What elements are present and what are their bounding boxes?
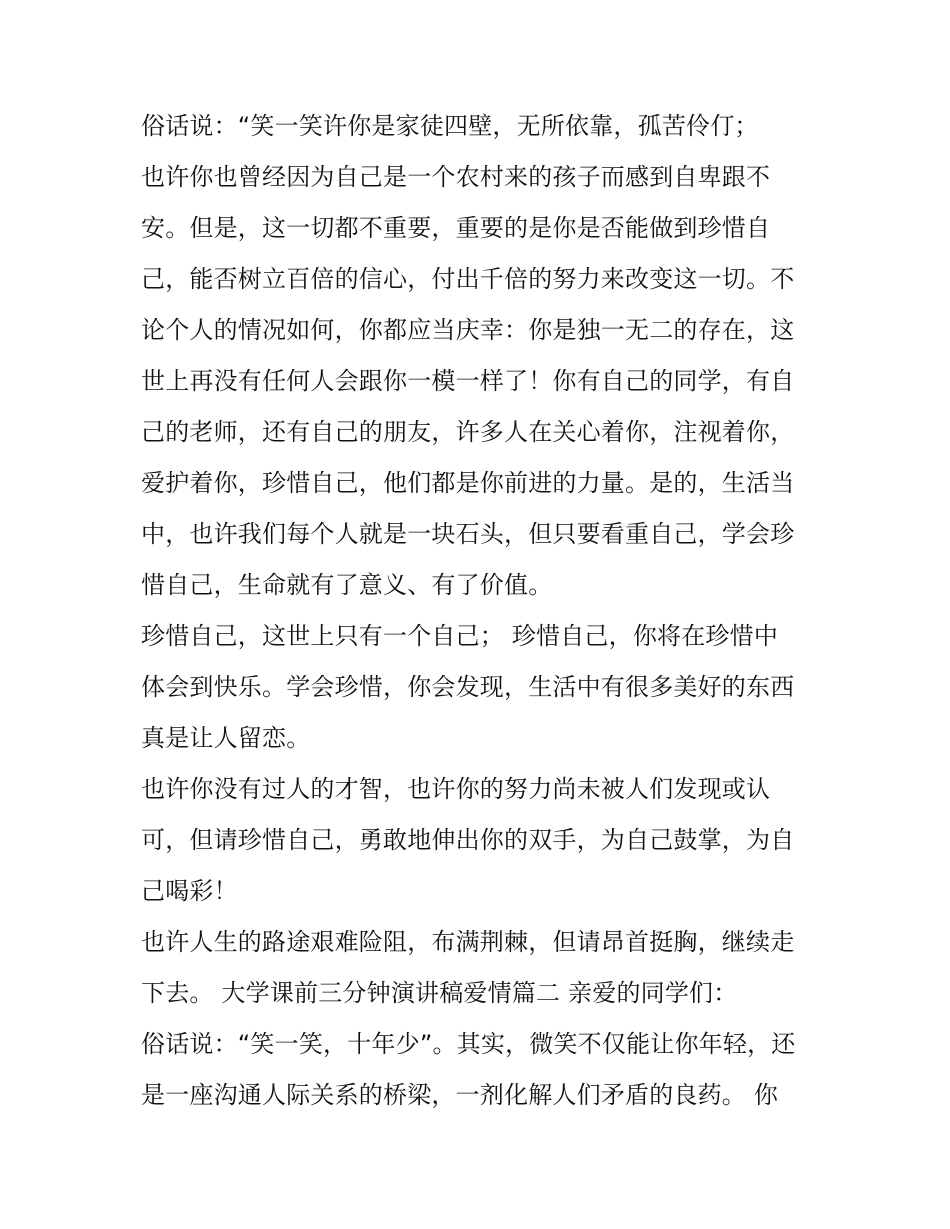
text-line: 俗话说：“笑一笑许你是家徒四壁，无所依靠，孤苦伶仃； (141, 112, 759, 140)
text-line: 也许你没有过人的才智，也许你的努力尚未被人们发现或认 (141, 775, 771, 803)
text-line: 己，能否树立百倍的信心，付出千倍的努力来改变这一切。不 (141, 265, 795, 293)
text-line: 世上再没有任何人会跟你一模一样了！你有自己的同学，有自 (141, 367, 795, 395)
text-line: 体会到快乐。学会珍惜，你会发现，生活中有很多美好的东西 (141, 673, 795, 701)
text-line: 可，但请珍惜自己，勇敢地伸出你的双手，为自己鼓掌，为自 (141, 826, 795, 854)
text-line: 也许人生的路途艰难险阻，布满荆棘，但请昂首挺胸，继续走 (141, 928, 795, 956)
text-line: 也许你也曾经因为自己是一个农村来的孩子而感到自卑跟不 (141, 163, 771, 191)
text-line: 论个人的情况如何，你都应当庆幸：你是独一无二的存在，这 (141, 316, 795, 344)
text-line: 是一座沟通人际关系的桥梁，一剂化解人们矛盾的良药。 你 (141, 1081, 779, 1109)
text-line: 安。但是，这一切都不重要，重要的是你是否能做到珍惜自 (141, 214, 771, 242)
text-line: 下去。 大学课前三分钟演讲稿爱情篇二 亲爱的同学们： (141, 979, 738, 1007)
text-line: 俗话说：“笑一笑，十年少”。其实，微笑不仅能让你年轻，还 (141, 1030, 796, 1058)
text-line: 中，也许我们每个人就是一块石头，但只要看重自己，学会珍 (141, 520, 795, 548)
text-line: 爱护着你，珍惜自己，他们都是你前进的力量。是的，生活当 (141, 469, 795, 497)
text-line: 真是让人留恋。 (141, 724, 311, 752)
text-line: 己喝彩！ (141, 877, 238, 905)
text-line: 己的老师，还有自己的朋友，许多人在关心着你，注视着你， (141, 418, 795, 446)
text-line: 珍惜自己，这世上只有一个自己； 珍惜自己，你将在珍惜中 (141, 622, 779, 650)
text-line: 惜自己，生命就有了意义、有了价值。 (141, 571, 553, 599)
